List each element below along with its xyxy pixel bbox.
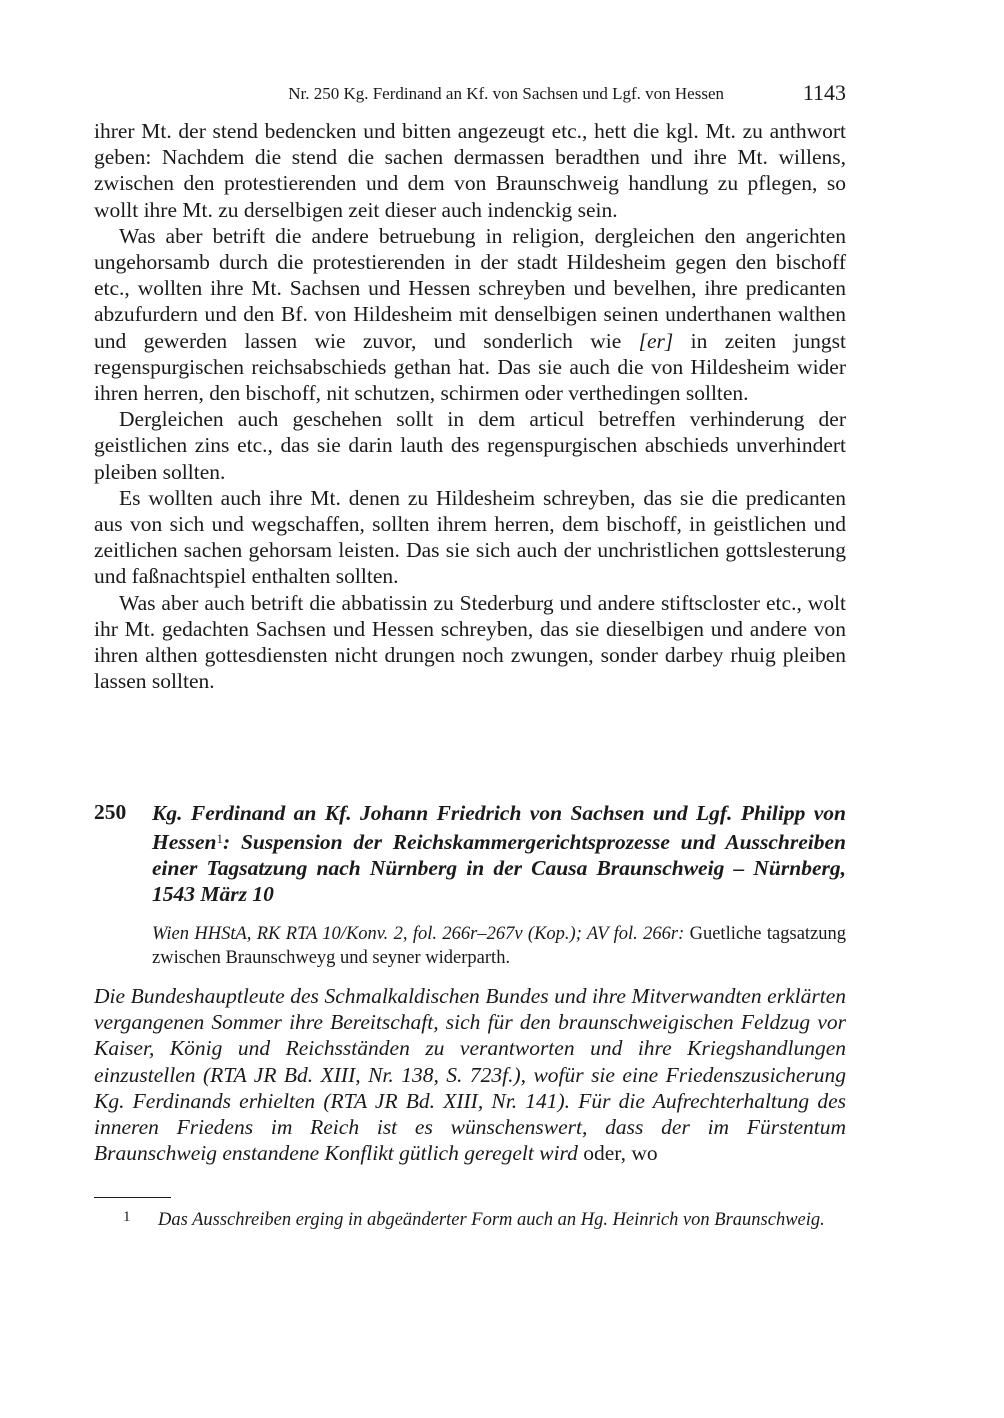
source-note [152,923,846,970]
editorial-insertion: [er] [638,328,674,353]
footnote-reference[interactable]: 1 [216,831,223,846]
body-paragraph: Was aber betrift die andere betruebung in religion, dergleichen den angerichten ungehorsamb durch die protestierenden in der stadt Hildesheim gegen den bischoff etc., wollten ihre Mt. Sachsen und Hessen schreyben und bevelhen, ihre predicanten abzufurdern und den Bf. von Hildesheim mit denselbigen seinen underthanen walthen und gewerden lassen wie zuvor, und sonderlich wie [er] in zeiten jungst regenspurgischen reichsabschieds gethan hat. Das sie auch die von Hildesheim wider ihren herren, den bischoff, nit schutzen, schirmen oder verthedingen sollten. [94,223,846,406]
document-title-part1: Kg. Ferdinand an Kf. Johann Friedrich von Sachsen und Lgf. Philipp von Hessen [152,801,846,854]
summary-italic-text: Die Bundeshauptleute des Schmalkaldischen Bundes und ihre Mitverwandten erklärten vergangenen Sommer ihre Bereitschaft, sich für den braunschweigischen Feldzug vor Kaiser, König und Reichsständen zu verantworten und ihre Kriegshandlungen einzustellen (RTA JR Bd. XIII, Nr. 138, S. 723f.), wofür sie eine Friedenszusicherung Kg. Ferdinands erhielten (RTA JR Bd. XIII, Nr. 141). Für die Aufrechterhaltung des inneren Friedens im Reich ist es wünschenswert, dass der im Fürstentum Braunschweig enstandene Konflikt gütlich geregelt wird [94,984,846,1166]
body-paragraph: Es wollten auch ihre Mt. denen zu Hildesheim schreyben, das sie die predicanten aus von sich und wegschaffen, sollten ihrem herren, dem bischoff, in geistlichen und zeitlichen sachen gehorsam leisten. Das sie sich auch der unchristlichen gottslesterung und faßnachtspiel enthalten sollten. [94,485,846,589]
body-paragraph: ihrer Mt. der stend bedencken und bitten angezeugt etc., hett die kgl. Mt. zu anthwort geben: Nachdem die stend die sachen dermassen beradthen und ihre Mt. willens, zwischen den protestierenden und dem von Braunschweig handlung zu pflegen, so wollt ihre Mt. zu derselbigen zeit dieser auch indenckig sein. [94,119,846,222]
footnote-divider [94,1197,171,1198]
footnote-mark: 1 [123,1209,131,1225]
summary-upright-text: oder, wo [583,1141,658,1166]
running-head [94,80,846,108]
body-text [94,118,846,694]
document-title [152,800,846,907]
document-title-part2: : Suspension der Reichskammergerichtsprozesse und Ausschreiben einer Tagsatzung nach Nürnberg in der Causa Braunschweig – Nürnberg, 1543 März 10 [152,830,846,906]
footnote-text: Das Ausschreiben erging in abgeänderter Form auch an Hg. Heinrich von Braunschweig. [158,1210,825,1230]
running-title: Nr. 250 Kg. Ferdinand an Kf. von Sachsen und Lgf. von Hessen [288,84,724,103]
footnote [94,1205,846,1232]
source-quote: Guetliche tagsatzung zwischen Braunschweyg und seyner widerparth. [152,924,847,968]
body-paragraph: Dergleichen auch geschehen sollt in dem articul betreffen verhinderung der geistlichen zins etc., das sie darin lauth des regenspurgischen abschieds unverhindert pleiben sollten. [94,407,846,484]
editorial-summary [94,983,846,1166]
source-citation: Wien HHStA, RK RTA 10/Konv. 2, fol. 266r–267v (Kop.); AV fol. 266r: [152,924,685,944]
page-number: 1143 [802,80,846,105]
body-paragraph: Was aber auch betrift die abbatissin zu Stederburg und andere stiftscloster etc., wolt ihr Mt. gedachten Sachsen und Hessen schreyben, das sie dieselbigen und andere von ihren althen gottesdiensten nicht drungen noch zwungen, sonder darbey rhuig pleiben lassen sollten. [94,590,846,694]
document-number: 250 [94,800,127,824]
